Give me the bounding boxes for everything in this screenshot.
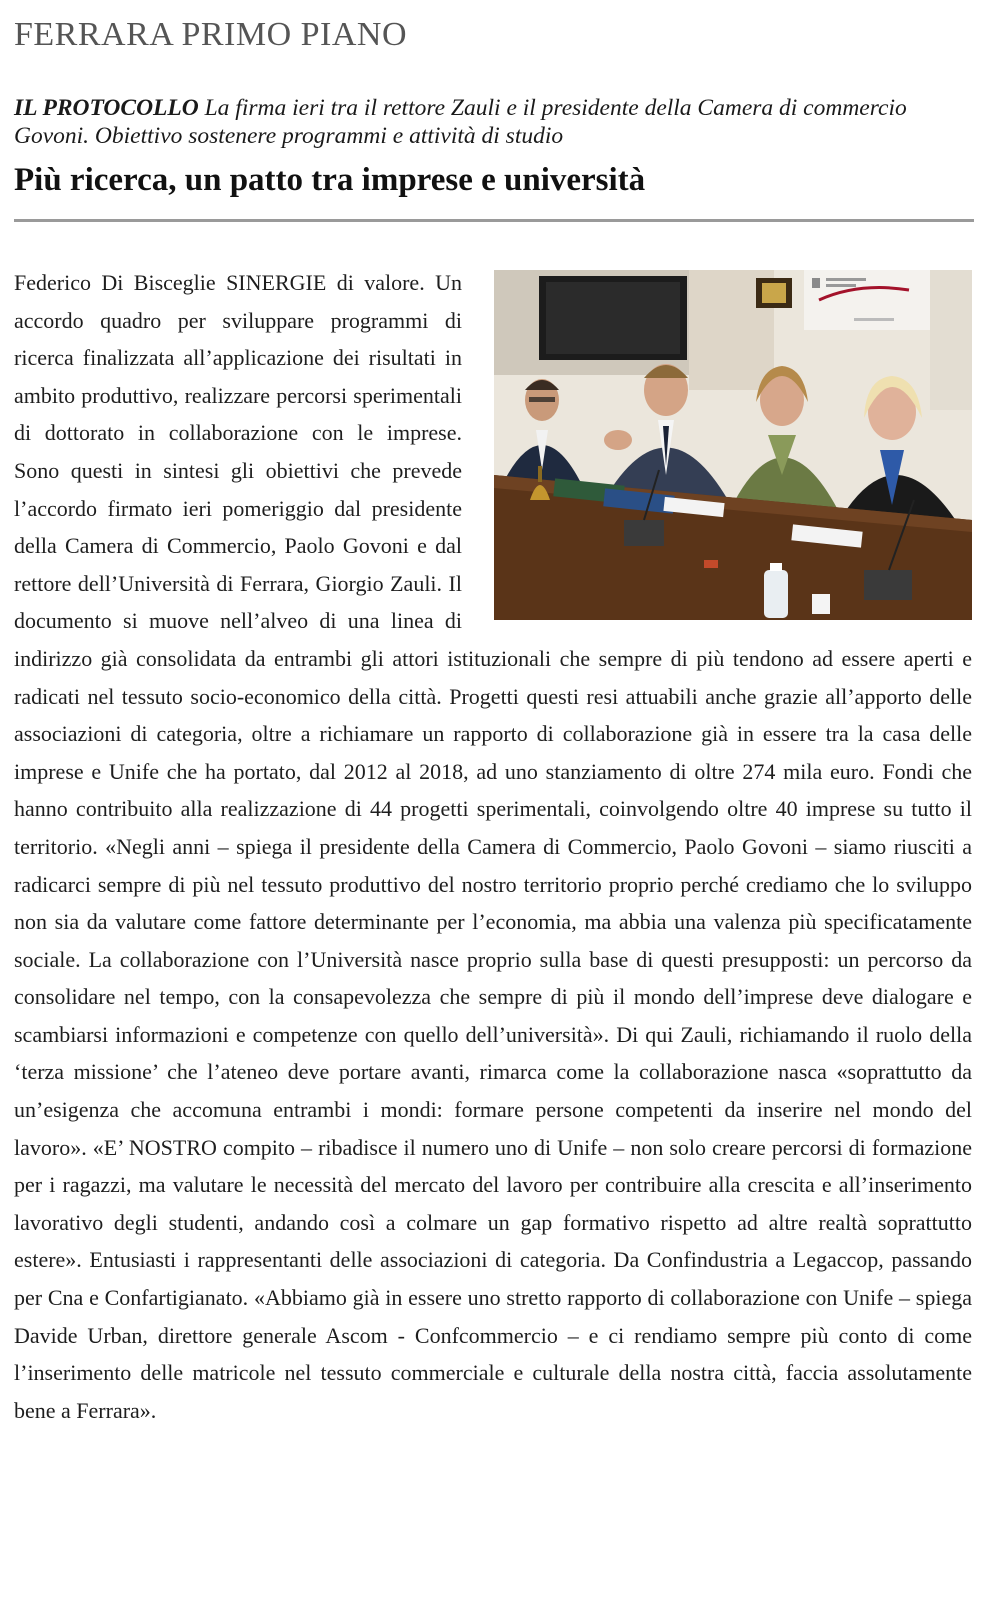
article-headline: Più ricerca, un patto tra imprese e università: [14, 162, 646, 198]
article-photo: [494, 270, 972, 620]
article-body-text: Federico Di Bisceglie SINERGIE di valore. Un accordo quadro per sviluppare programmi di ricerca finalizzata all’applicazione dei risultati in ambito produttivo, realizzare percorsi sperimentali di dottorato in collaborazione con le imprese. Sono questi in sintesi gli obiettivi che prevede l’accordo firmato ieri pomeriggio dal presidente della Camera di Commercio, Paolo Govoni e dal rettore dell’Università di Ferrara, Giorgio Zauli. Il documento si muove nell’alveo di una linea di indirizzo già consolidata da entrambi gli attori istituzionali che sempre di più tendono ad essere aperti e radicati nel tessuto socio-economico della città. Progetti questi resi attuabili anche grazie all’apporto delle associazioni di categoria, oltre a richiamare un rapporto di collaborazione già in essere tra la casa delle imprese e Unife che ha portato, dal 2012 al 2018, ad uno stanziamento di oltre 274 mila euro. Fondi che hanno contribuito alla realizzazione di 44 progetti sperimentali, coinvolgendo oltre 40 imprese su tutto il territorio. «Negli anni – spiega il presidente della Camera di Commercio, Paolo Govoni – siamo riusciti a radicarci sempre di più nel tessuto produttivo del nostro territorio proprio perché crediamo che lo sviluppo non sia da valutare come fattore determinante per l’economia, ma abbia una valenza più specificatamente sociale. La collaborazione con l’Università nasce proprio sulla base di questi presupposti: un percorso da consolidare nel tempo, con la consapevolezza che sempre di più il mondo dell’imprese deve dialogare e scambiarsi informazioni e competenze con quello dell’università». Di qui Zauli, richiamando il ruolo della ‘terza missione’ che l’ateneo deve portare avanti, rimarca come la collaborazione nasca «soprattutto da un’esigenza che accomuna entrambi i mondi: formare persone competenti da inserire nel mondo del lavoro». «E’ NOSTRO compito – ribadisce il numero uno di Unife – non solo creare percorsi di formazione per i ragazzi, ma valutare le necessità del mercato del lavoro per contribuire alla crescita e all’inserimento lavorativo degli studenti, andando così a colmare un gap formativo rispetto ad altre realtà soprattutto estere». Entusiasti i rappresentanti delle associazioni di categoria. Da Confindustria a Legaccop, passando per Cna e Confartigianato. «Abbiamo già in essere uno stretto rapporto di collaborazione con Unife – spiega Davide Urban, direttore generale Ascom - Confcommercio – e ci rendiamo sempre più conto di come l’inserimento delle matricole nel tessuto commerciale e culturale della nostra città, faccia assolutamente bene a Ferrara».: [14, 270, 972, 1423]
article-body: [14, 264, 972, 1429]
divider: [14, 219, 974, 222]
article-kicker: [14, 94, 964, 150]
kicker-lead: IL PROTOCOLLO: [14, 95, 199, 121]
kicker-text: La firma ieri tra il rettore Zauli e il presidente della Camera di commercio Govoni. Obiettivo sostenere programmi e attività di studio: [14, 95, 907, 149]
section-title: FERRARA PRIMO PIANO: [14, 16, 408, 53]
